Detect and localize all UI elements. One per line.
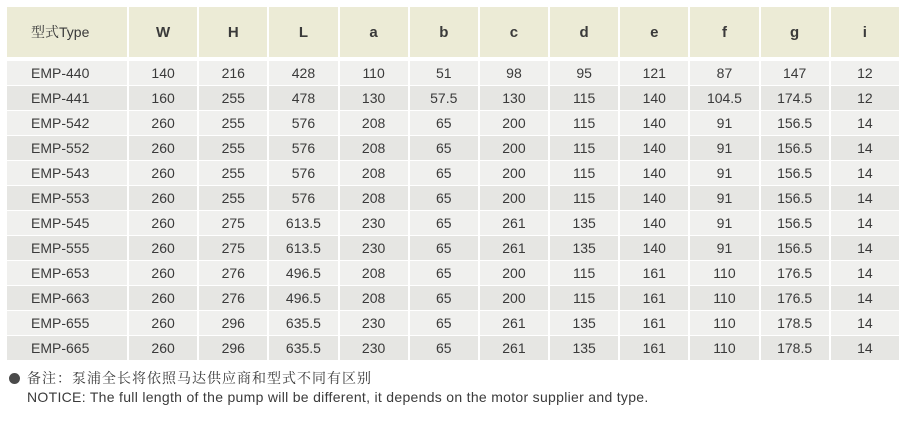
value-cell: 176.5 [761, 286, 829, 311]
value-cell: 260 [129, 261, 197, 286]
value-cell: 14 [831, 111, 899, 136]
value-cell: 135 [550, 336, 618, 361]
value-cell: 208 [340, 136, 408, 161]
value-cell: 160 [129, 86, 197, 111]
value-cell: 200 [480, 161, 548, 186]
value-cell: 260 [129, 136, 197, 161]
value-cell: 140 [620, 86, 688, 111]
value-cell: 140 [620, 111, 688, 136]
column-header-b: b [410, 7, 478, 61]
table-header-row [7, 7, 899, 61]
value-cell: 261 [480, 336, 548, 361]
value-cell: 110 [690, 311, 758, 336]
table-row [7, 86, 899, 111]
value-cell: 91 [690, 161, 758, 186]
value-cell: 208 [340, 261, 408, 286]
value-cell: 200 [480, 186, 548, 211]
value-cell: 140 [129, 61, 197, 86]
spec-table [5, 7, 901, 361]
table-row [7, 336, 899, 361]
value-cell: 230 [340, 336, 408, 361]
value-cell: 261 [480, 211, 548, 236]
value-cell: 275 [199, 211, 267, 236]
value-cell: 135 [550, 311, 618, 336]
notice-en-text: NOTICE: The full length of the pump will be different, it depends on the motor supplier and type. [27, 389, 649, 405]
value-cell: 296 [199, 311, 267, 336]
value-cell: 260 [129, 161, 197, 186]
table-row [7, 186, 899, 211]
value-cell: 230 [340, 211, 408, 236]
value-cell: 255 [199, 86, 267, 111]
value-cell: 14 [831, 311, 899, 336]
value-cell: 276 [199, 261, 267, 286]
value-cell: 635.5 [269, 336, 337, 361]
value-cell: 208 [340, 111, 408, 136]
value-cell: 200 [480, 286, 548, 311]
value-cell: 115 [550, 161, 618, 186]
table-row [7, 286, 899, 311]
value-cell: 115 [550, 111, 618, 136]
value-cell: 140 [620, 236, 688, 261]
value-cell: 260 [129, 111, 197, 136]
value-cell: 65 [410, 211, 478, 236]
value-cell: 65 [410, 161, 478, 186]
value-cell: 65 [410, 111, 478, 136]
value-cell: 115 [550, 86, 618, 111]
value-cell: 576 [269, 136, 337, 161]
model-cell: EMP-552 [7, 136, 127, 161]
value-cell: 14 [831, 236, 899, 261]
value-cell: 115 [550, 286, 618, 311]
value-cell: 178.5 [761, 311, 829, 336]
value-cell: 110 [690, 261, 758, 286]
column-header-i: i [831, 7, 899, 61]
column-header-d: d [550, 7, 618, 61]
value-cell: 161 [620, 336, 688, 361]
value-cell: 208 [340, 161, 408, 186]
value-cell: 95 [550, 61, 618, 86]
value-cell: 91 [690, 236, 758, 261]
value-cell: 156.5 [761, 186, 829, 211]
value-cell: 57.5 [410, 86, 478, 111]
notice-section [9, 369, 899, 407]
value-cell: 140 [620, 211, 688, 236]
value-cell: 110 [690, 336, 758, 361]
value-cell: 14 [831, 136, 899, 161]
value-cell: 130 [340, 86, 408, 111]
value-cell: 14 [831, 261, 899, 286]
value-cell: 576 [269, 186, 337, 211]
value-cell: 174.5 [761, 86, 829, 111]
value-cell: 156.5 [761, 211, 829, 236]
table-row [7, 61, 899, 86]
value-cell: 65 [410, 286, 478, 311]
value-cell: 65 [410, 261, 478, 286]
value-cell: 161 [620, 286, 688, 311]
value-cell: 496.5 [269, 261, 337, 286]
value-cell: 178.5 [761, 336, 829, 361]
value-cell: 156.5 [761, 111, 829, 136]
value-cell: 613.5 [269, 211, 337, 236]
value-cell: 91 [690, 136, 758, 161]
bullet-icon [9, 373, 20, 384]
value-cell: 14 [831, 186, 899, 211]
value-cell: 14 [831, 286, 899, 311]
value-cell: 14 [831, 161, 899, 186]
model-cell: EMP-663 [7, 286, 127, 311]
value-cell: 255 [199, 111, 267, 136]
value-cell: 115 [550, 136, 618, 161]
value-cell: 135 [550, 236, 618, 261]
value-cell: 65 [410, 236, 478, 261]
column-header-w: W [129, 7, 197, 61]
column-header-g: g [761, 7, 829, 61]
value-cell: 255 [199, 161, 267, 186]
value-cell: 200 [480, 261, 548, 286]
value-cell: 208 [340, 286, 408, 311]
value-cell: 91 [690, 111, 758, 136]
value-cell: 260 [129, 336, 197, 361]
value-cell: 91 [690, 211, 758, 236]
value-cell: 200 [480, 111, 548, 136]
value-cell: 65 [410, 186, 478, 211]
value-cell: 261 [480, 236, 548, 261]
value-cell: 14 [831, 336, 899, 361]
model-cell: EMP-440 [7, 61, 127, 86]
table-row [7, 236, 899, 261]
value-cell: 91 [690, 186, 758, 211]
value-cell: 110 [690, 286, 758, 311]
column-header-c: c [480, 7, 548, 61]
value-cell: 230 [340, 236, 408, 261]
value-cell: 121 [620, 61, 688, 86]
value-cell: 260 [129, 186, 197, 211]
value-cell: 496.5 [269, 286, 337, 311]
value-cell: 130 [480, 86, 548, 111]
model-cell: EMP-553 [7, 186, 127, 211]
value-cell: 613.5 [269, 236, 337, 261]
model-cell: EMP-655 [7, 311, 127, 336]
value-cell: 156.5 [761, 161, 829, 186]
value-cell: 635.5 [269, 311, 337, 336]
model-cell: EMP-545 [7, 211, 127, 236]
value-cell: 140 [620, 136, 688, 161]
value-cell: 428 [269, 61, 337, 86]
column-header-type: 型式Type [7, 7, 127, 61]
value-cell: 115 [550, 261, 618, 286]
value-cell: 260 [129, 286, 197, 311]
value-cell: 156.5 [761, 136, 829, 161]
value-cell: 140 [620, 161, 688, 186]
model-cell: EMP-653 [7, 261, 127, 286]
table-row [7, 111, 899, 136]
value-cell: 276 [199, 286, 267, 311]
column-header-h: H [199, 7, 267, 61]
table-row [7, 261, 899, 286]
value-cell: 161 [620, 311, 688, 336]
value-cell: 115 [550, 186, 618, 211]
model-cell: EMP-665 [7, 336, 127, 361]
value-cell: 208 [340, 186, 408, 211]
value-cell: 261 [480, 311, 548, 336]
column-header-a: a [340, 7, 408, 61]
value-cell: 478 [269, 86, 337, 111]
model-cell: EMP-542 [7, 111, 127, 136]
model-cell: EMP-543 [7, 161, 127, 186]
value-cell: 260 [129, 211, 197, 236]
value-cell: 296 [199, 336, 267, 361]
value-cell: 176.5 [761, 261, 829, 286]
value-cell: 110 [340, 61, 408, 86]
value-cell: 65 [410, 136, 478, 161]
value-cell: 576 [269, 111, 337, 136]
table-row [7, 311, 899, 336]
value-cell: 216 [199, 61, 267, 86]
value-cell: 12 [831, 86, 899, 111]
value-cell: 87 [690, 61, 758, 86]
value-cell: 12 [831, 61, 899, 86]
value-cell: 255 [199, 136, 267, 161]
value-cell: 156.5 [761, 236, 829, 261]
table-row [7, 211, 899, 236]
value-cell: 65 [410, 336, 478, 361]
value-cell: 200 [480, 136, 548, 161]
table-row [7, 136, 899, 161]
value-cell: 260 [129, 236, 197, 261]
value-cell: 255 [199, 186, 267, 211]
value-cell: 161 [620, 261, 688, 286]
column-header-e: e [620, 7, 688, 61]
value-cell: 14 [831, 211, 899, 236]
column-header-f: f [690, 7, 758, 61]
value-cell: 140 [620, 186, 688, 211]
value-cell: 275 [199, 236, 267, 261]
value-cell: 260 [129, 311, 197, 336]
value-cell: 98 [480, 61, 548, 86]
value-cell: 135 [550, 211, 618, 236]
column-header-l: L [269, 7, 337, 61]
value-cell: 576 [269, 161, 337, 186]
model-cell: EMP-555 [7, 236, 127, 261]
table-row [7, 161, 899, 186]
value-cell: 104.5 [690, 86, 758, 111]
notice-cn-line [9, 369, 899, 388]
model-cell: EMP-441 [7, 86, 127, 111]
table-body [7, 61, 899, 361]
value-cell: 51 [410, 61, 478, 86]
value-cell: 230 [340, 311, 408, 336]
value-cell: 147 [761, 61, 829, 86]
value-cell: 65 [410, 311, 478, 336]
notice-cn-text: 备注：泵浦全长将依照马达供应商和型式不同有区别 [27, 370, 372, 386]
